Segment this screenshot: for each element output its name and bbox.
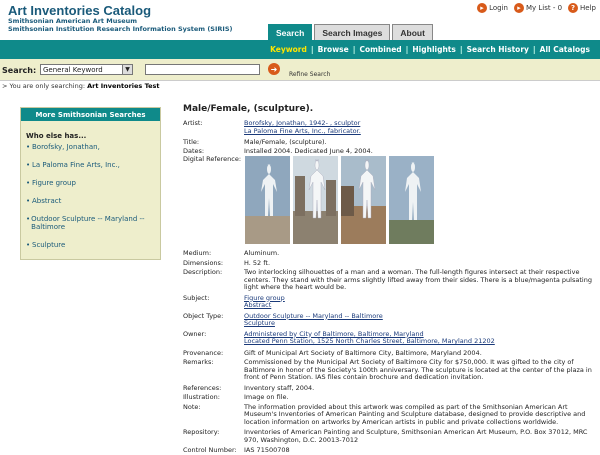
search-label: Search: <box>2 66 37 75</box>
provenance-row: Provenance: Gift of Municipal Art Society of Baltimore City, Baltimore, Maryland 2004. <box>183 348 482 357</box>
scope-name: Art Inventories Test <box>87 82 160 90</box>
object-type-row: Object Type: Outdoor Sculpture -- Maryland -- Baltimore Sculpture <box>183 311 383 327</box>
dates-row: Dates: Installed 2004. Dedicated June 4, 2004. <box>183 146 373 155</box>
bullet-icon: • <box>26 143 31 151</box>
subnav-keyword[interactable]: Keyword <box>270 45 307 54</box>
who-else-label: Who else has... <box>26 132 87 140</box>
refine-search-link[interactable]: Refine Search <box>289 71 331 78</box>
subnav-search-history[interactable]: Search History <box>466 45 529 54</box>
tab-search[interactable]: Search <box>268 24 312 40</box>
search-bar <box>0 59 600 81</box>
login-link[interactable]: ▸ Login <box>477 3 508 13</box>
more-searches-panel <box>20 107 161 260</box>
search-go-button[interactable] <box>268 63 280 75</box>
sidebar-link[interactable]: • La Paloma Fine Arts, Inc., <box>26 161 120 169</box>
sidebar-link[interactable]: • Sculpture <box>26 241 66 249</box>
remarks-row: Remarks: Commissioned by the Municipal Art Society of Baltimore City for $750,000. It was gifted to the city of Baltimore in honor of the Society's 100th anniversary. The sculpture is located at the center of the plaza in front of Penn Station. IAS files contain brochure and dedication invitation. <box>183 358 592 381</box>
fabricator-link[interactable]: La Paloma Fine Arts, Inc., fabricator. <box>244 126 361 135</box>
subject-link-figure-group[interactable]: Figure group <box>244 293 285 302</box>
control-number-row: Control Number: IAS 71500708 <box>183 446 290 454</box>
panel-heading: More Smithsonian Searches <box>21 108 160 121</box>
bullet-icon: • <box>26 215 31 223</box>
dimensions-row: Dimensions: H. 52 ft. <box>183 258 271 267</box>
title-row: Title: Male/Female, (sculpture). <box>183 138 327 146</box>
header <box>0 0 600 40</box>
sculpture-photo-3[interactable] <box>341 156 386 244</box>
note-row: Note: The information provided about this artwork was compiled as part of the Smithsonian American Art Museum's Inventories of American Painting and Sculpture database, designed to provide descriptive and location information on artworks by American artists in public and private collections worldwide. <box>183 402 586 426</box>
my-list-link[interactable]: ▸ My List - 0 <box>514 3 562 13</box>
main-tabs <box>268 24 433 40</box>
owner-link[interactable]: Administered by City of Baltimore, Baltimore, Maryland <box>244 329 424 338</box>
arrow-right-icon: ➜ <box>270 64 278 74</box>
siris-name: Smithsonian Institution Research Information System (SIRIS) <box>8 25 233 33</box>
record-title: Male/Female, (sculpture). <box>183 104 314 114</box>
chevron-down-icon[interactable]: ▼ <box>122 65 132 74</box>
location-link[interactable]: Located Penn Station, 1525 North Charles Street, Baltimore, Maryland 21202 <box>244 337 495 345</box>
top-links <box>477 3 596 13</box>
help-icon: ? <box>568 3 578 13</box>
references-row: References: Inventory staff, 2004. <box>183 383 315 392</box>
artist-link[interactable]: Borofsky, Jonathan, 1942- , sculptor <box>244 119 361 127</box>
subnav-highlights[interactable]: Highlights <box>412 45 456 54</box>
digital-reference-row: Digital Reference: <box>183 156 593 244</box>
tab-search-images[interactable]: Search Images <box>314 24 390 40</box>
illustration-row: Illustration: Image on file. <box>183 393 289 401</box>
repository-row: Repository: Inventories of American Painting and Sculpture, Smithsonian American Art Museum, P.O. Box 37012, MRC 970, Washington, D.C. 20013-7012 <box>183 428 588 444</box>
sculpture-photo-4[interactable] <box>389 156 434 244</box>
sculpture-photo-2[interactable] <box>293 156 338 244</box>
subject-row: Subject: Figure group Abstract <box>183 293 285 309</box>
subnav: Keyword | Browse | Combined | Highlights | Search History | All Catalogs <box>266 40 594 59</box>
object-type-link-sculpture[interactable]: Sculpture <box>244 319 275 327</box>
medium-row: Medium: Aluminum. <box>183 249 280 257</box>
sculpture-photo-1[interactable] <box>245 156 290 244</box>
subnav-all-catalogs[interactable]: All Catalogs <box>539 45 590 54</box>
museum-name: Smithsonian American Art Museum <box>8 17 138 25</box>
subnav-browse[interactable]: Browse <box>317 45 349 54</box>
site-title[interactable]: Art Inventories Catalog <box>8 3 152 18</box>
artist-row: Artist: Borofsky, Jonathan, 1942- , sculptor La Paloma Fine Arts, Inc., fabricator. <box>183 119 361 135</box>
sidebar-link[interactable]: • Borofsky, Jonathan, <box>26 143 100 151</box>
list-icon: ▸ <box>514 3 524 13</box>
bullet-icon: • <box>26 179 31 187</box>
sub-navigation-bar <box>0 40 600 59</box>
help-link[interactable]: ? Help <box>568 3 596 13</box>
search-type-select[interactable]: General Keyword ▼ <box>40 64 133 75</box>
owner-row: Owner: Administered by City of Baltimore, Baltimore, Maryland Located Penn Station, 1525 North Charles Street, Baltimore, Maryland 21202 <box>183 329 495 345</box>
bullet-icon: • <box>26 161 31 169</box>
subnav-combined[interactable]: Combined <box>359 45 402 54</box>
object-type-link-outdoor[interactable]: Outdoor Sculpture -- Maryland -- Baltimore <box>244 311 383 320</box>
bullet-icon: • <box>26 197 31 205</box>
search-scope: > You are only searching: Art Inventories Test <box>2 82 160 90</box>
search-input[interactable] <box>145 64 260 75</box>
bullet-icon: • <box>26 241 31 249</box>
description-row: Description: Two interlocking silhouettes of a man and a woman. The full-length figures intersect at their respective centers. They stand with their arms slightly lifted away from their sides. There is a blue/magenta pulsating light where the heart would be. <box>183 268 592 291</box>
record-content <box>183 104 593 455</box>
login-icon: ▸ <box>477 3 487 13</box>
sidebar-link[interactable]: • Outdoor Sculpture -- Maryland -- Baltimore <box>26 215 145 231</box>
sidebar-link[interactable]: • Abstract <box>26 197 62 205</box>
tab-about[interactable]: About <box>392 24 433 40</box>
subject-link-abstract[interactable]: Abstract <box>244 301 272 309</box>
sidebar-link[interactable]: • Figure group <box>26 179 76 187</box>
